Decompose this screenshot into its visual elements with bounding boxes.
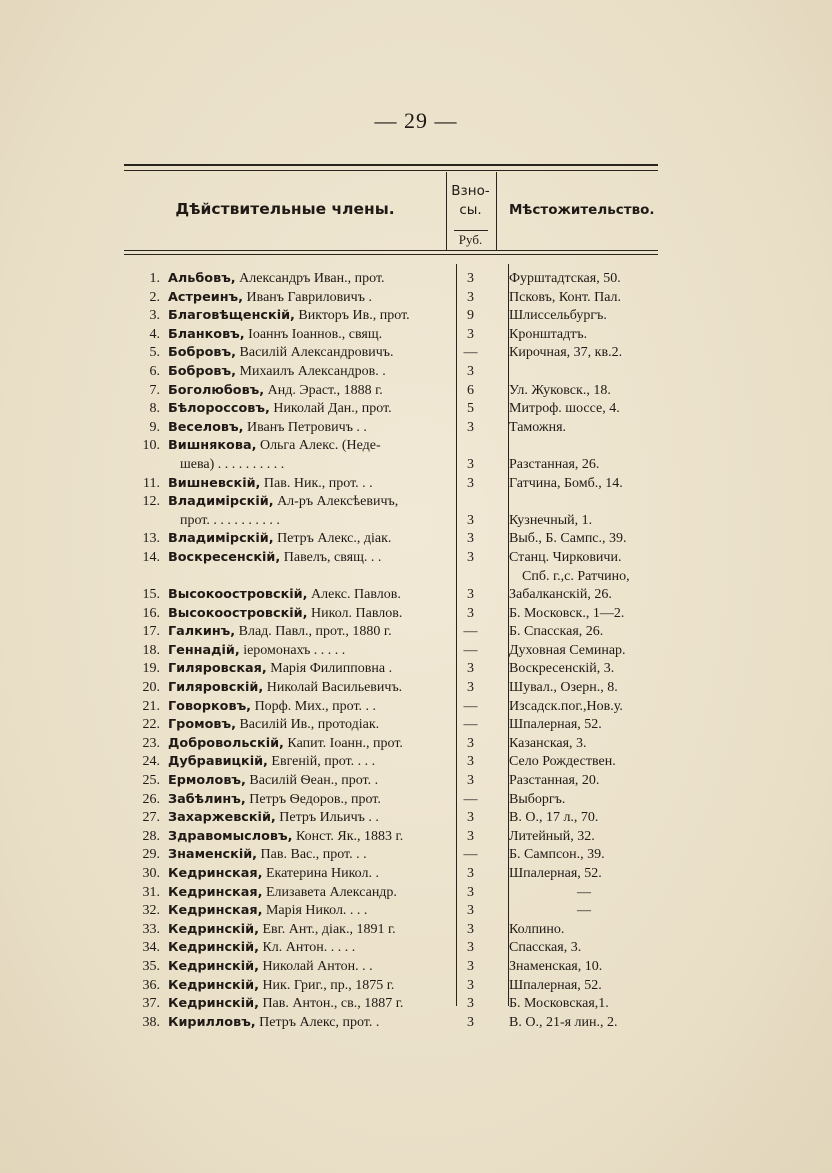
member-details: Ольга Алекс. (Неде-: [256, 438, 381, 454]
row-number: 17.: [142, 624, 160, 640]
member-details: Павелъ, свящ. . .: [280, 549, 382, 565]
member-details: Елизавета Александр.: [262, 884, 397, 900]
member-surname: Кедринская,: [168, 884, 263, 900]
row-number: 12.: [142, 494, 160, 510]
header-dues-unit: Руб.: [458, 232, 483, 247]
member-dues: 6: [467, 382, 474, 398]
member-dues: 3: [467, 866, 474, 881]
member-name: [168, 772, 446, 791]
member-name: [168, 475, 446, 494]
member-name: [168, 605, 446, 624]
member-residence: Шпалерная, 52.: [509, 866, 602, 881]
member-residence: Воскресенскій, 3.: [509, 661, 615, 677]
member-dues: —: [463, 642, 478, 658]
table-row: [124, 326, 684, 345]
header-dues: [446, 182, 495, 220]
member-dues: 3: [467, 680, 474, 696]
row-number: 4.: [149, 326, 160, 342]
member-dues: 3: [467, 419, 474, 435]
member-residence: —: [577, 884, 591, 900]
member-details: Василій Александровичъ.: [236, 345, 394, 361]
member-details: Никол. Павлов.: [307, 605, 403, 621]
member-dues: 3: [467, 326, 474, 342]
member-dues: 3: [467, 289, 474, 305]
member-details: Василій Ѳеан., прот. .: [245, 773, 379, 789]
member-residence: Спасская, 3.: [509, 940, 582, 956]
member-name: [168, 753, 446, 772]
member-surname: Дубравицкій,: [168, 754, 268, 770]
member-residence: Разстанная, 20.: [509, 773, 600, 789]
member-details: Петръ Ильичъ . .: [275, 810, 379, 826]
member-details: Николай Васильевичъ.: [263, 680, 403, 696]
member-surname: Вишнякова,: [168, 438, 257, 454]
row-number: 18.: [142, 642, 160, 658]
member-dues: 3: [467, 977, 474, 993]
member-residence: Гатчина, Бомб., 14.: [509, 475, 623, 491]
page-number: — 29 —: [374, 108, 458, 133]
row-number: 36.: [142, 977, 160, 993]
member-dues: 3: [467, 884, 474, 900]
member-dues: 3: [467, 996, 474, 1012]
member-residence: —: [577, 903, 591, 919]
member-residence: Станц. Чирковичи.: [509, 549, 622, 565]
row-number: 5.: [149, 345, 160, 361]
table-header: [124, 172, 658, 248]
table-row: [124, 679, 684, 698]
member-residence: Псковъ, Конт. Пал.: [509, 289, 622, 305]
member-details: Иванъ Гавриловичъ .: [243, 289, 372, 305]
table-row: [124, 735, 684, 754]
member-dues: 3: [467, 958, 474, 974]
member-name: [168, 549, 446, 568]
member-name: [168, 921, 446, 940]
table-row: [124, 642, 684, 661]
member-details: Марія Филипповна .: [266, 661, 393, 677]
row-number: 3.: [149, 308, 160, 324]
member-residence: Шувал., Озерн., 8.: [509, 680, 618, 696]
member-details: Петръ Алекс, прот. .: [255, 1014, 380, 1030]
table-row: [124, 419, 684, 438]
row-number: 14.: [142, 549, 160, 565]
header-unit-rule: [454, 230, 488, 231]
member-dues: 3: [467, 810, 474, 826]
member-surname: Кирилловъ,: [168, 1014, 256, 1030]
member-dues: 3: [467, 735, 474, 751]
member-details: Викторъ Ив., прот.: [294, 308, 410, 324]
table-row: [124, 437, 684, 456]
member-details: Капит. Іоанн., прот.: [283, 735, 403, 751]
member-surname: Кедринскій,: [168, 977, 259, 993]
table-row: [124, 865, 684, 884]
member-residence: Изсадск.пог.,Нов.у.: [509, 698, 623, 714]
member-residence: Шпалерная, 52.: [509, 717, 602, 733]
member-details: Иванъ Петровичъ . .: [243, 419, 367, 435]
member-dues: 3: [467, 456, 474, 472]
row-number: 10.: [142, 438, 160, 454]
row-number: 29.: [142, 847, 160, 863]
member-surname: Громовъ,: [168, 717, 236, 733]
row-number: 19.: [142, 661, 160, 677]
member-name: [168, 642, 446, 661]
table-row: [124, 791, 684, 810]
row-number: 31.: [142, 884, 160, 900]
member-details: Конст. Як., 1883 г.: [292, 828, 404, 844]
member-residence: Фурштадтская, 50.: [509, 271, 621, 286]
member-dues: 3: [467, 754, 474, 770]
member-name: [168, 400, 446, 419]
member-details: Кл. Антон. . . . .: [258, 940, 356, 956]
member-dues: —: [463, 847, 478, 863]
member-surname: Кедринская,: [168, 903, 263, 919]
table-row: [124, 939, 684, 958]
member-surname: Добровольскій,: [168, 735, 284, 751]
member-dues: 3: [467, 661, 474, 677]
member-details: Пав. Вас., прот. . .: [257, 847, 367, 863]
member-surname: Геннадій,: [168, 642, 240, 658]
row-number: 7.: [149, 382, 160, 398]
member-surname: Гиляровскій,: [168, 680, 264, 696]
member-details: Николай Дан., прот.: [269, 401, 392, 417]
table-row: [124, 772, 684, 791]
member-residence: Литейный, 32.: [509, 828, 595, 844]
member-surname: Бобровъ,: [168, 363, 237, 379]
member-name: [168, 270, 446, 289]
member-details: Пав. Антон., св., 1887 г.: [258, 996, 404, 1012]
table-row: [124, 493, 684, 512]
member-name: [168, 865, 446, 884]
member-dues: 3: [467, 903, 474, 919]
member-name: [168, 698, 446, 717]
member-surname: Кедринскій,: [168, 921, 259, 937]
member-surname: Ермоловъ,: [168, 773, 246, 789]
header-bottom-rule-1: [124, 250, 658, 251]
member-residence: Б. Спасская, 26.: [509, 624, 604, 640]
member-surname: Гиляровская,: [168, 661, 267, 677]
member-dues: 9: [467, 308, 474, 324]
table-row: [124, 475, 684, 494]
member-dues: 3: [467, 587, 474, 603]
member-surname: Бѣлороссовъ,: [168, 401, 270, 417]
table-row: [124, 568, 684, 587]
member-surname: Альбовъ,: [168, 271, 236, 286]
member-surname: Знаменскій,: [168, 847, 258, 863]
member-details: іеромонахъ . . . . .: [239, 642, 346, 658]
member-name: [168, 679, 446, 698]
member-name: [180, 456, 458, 475]
member-dues: 3: [467, 475, 474, 491]
table-row: [124, 995, 684, 1014]
row-number: 28.: [142, 828, 160, 844]
member-name: [168, 437, 446, 456]
member-surname: Вишневскій,: [168, 475, 261, 491]
members-table: [124, 270, 684, 1032]
member-dues: 5: [467, 401, 474, 417]
member-dues: —: [463, 624, 478, 640]
row-number: 9.: [149, 419, 160, 435]
row-number: 22.: [142, 717, 160, 733]
member-dues: 3: [467, 828, 474, 844]
header-members: Дѣйствительные члены.: [175, 200, 395, 218]
row-number: 38.: [142, 1014, 160, 1030]
member-residence: Выб., Б. Сампс., 39.: [509, 531, 627, 547]
header-residence: Мѣстожительство.: [509, 202, 655, 218]
member-name: [168, 530, 446, 549]
member-details: Николай Антон. . .: [258, 958, 373, 974]
table-row: [124, 344, 684, 363]
member-details: Петръ Алекс., діак.: [273, 531, 392, 547]
member-residence: Выборгъ.: [509, 791, 566, 807]
row-number: 15.: [142, 587, 160, 603]
header-dues-line1: Взно-: [451, 183, 490, 199]
member-surname: Воскресенскій,: [168, 549, 281, 565]
row-number: 11.: [143, 475, 160, 491]
table-row: [124, 307, 684, 326]
table-row: [124, 828, 684, 847]
top-rule-thin: [124, 170, 658, 171]
header-dues-line2: сы.: [459, 202, 482, 218]
member-dues: 3: [467, 531, 474, 547]
member-details: шева) . . . . . . . . . .: [180, 456, 285, 472]
member-surname: Высокоостровскій,: [168, 587, 308, 603]
member-details: Ник. Григ., пр., 1875 г.: [258, 977, 395, 993]
member-name: [168, 828, 446, 847]
member-name: [168, 884, 446, 903]
table-row: [124, 605, 684, 624]
member-name: [168, 791, 446, 810]
member-name: [168, 419, 446, 438]
member-residence: Ул. Жуковск., 18.: [509, 382, 611, 398]
row-number: 16.: [142, 605, 160, 621]
member-dues: 3: [467, 363, 474, 379]
row-number: 23.: [142, 735, 160, 751]
member-name: [168, 623, 446, 642]
column-rule-left: [446, 172, 447, 250]
member-name: [168, 977, 446, 996]
member-name: [168, 958, 446, 977]
member-details: Влад. Павл., прот., 1880 г.: [235, 624, 392, 640]
member-details: Порф. Мих., прот. . .: [251, 698, 377, 714]
row-number: 33.: [142, 921, 160, 937]
member-dues: —: [463, 345, 478, 361]
table-row: [124, 270, 684, 289]
member-details: Екатерина Никол. .: [262, 866, 379, 881]
member-residence: В. О., 17 л., 70.: [509, 810, 599, 826]
member-residence: Таможня.: [509, 419, 567, 435]
table-row: [124, 753, 684, 772]
member-details: Михаилъ Александров. .: [236, 363, 386, 379]
member-name: [168, 809, 446, 828]
member-surname: Говорковъ,: [168, 698, 252, 714]
member-dues: 3: [467, 921, 474, 937]
member-name: [168, 939, 446, 958]
member-surname: Боголюбовъ,: [168, 382, 265, 398]
member-residence: Шлиссельбургъ.: [509, 308, 607, 324]
member-details: Анд. Эраст., 1888 г.: [264, 382, 383, 398]
row-number: 37.: [142, 996, 160, 1012]
member-dues: 3: [467, 773, 474, 789]
member-residence: Кузнечный, 1.: [509, 512, 593, 528]
member-residence: Духовная Семинар.: [509, 642, 626, 658]
member-surname: Кедринскій,: [168, 940, 259, 956]
table-row: [124, 623, 684, 642]
table-row: [124, 977, 684, 996]
member-residence: Знаменская, 10.: [509, 958, 603, 974]
member-name: [168, 1014, 446, 1033]
member-details: Марія Никол. . . .: [262, 903, 368, 919]
member-details: Василій Ив., протодіак.: [235, 717, 380, 733]
member-residence: Казанская, 3.: [509, 735, 587, 751]
table-row: [124, 512, 684, 531]
member-name: [168, 493, 446, 512]
member-residence: Село Рождествен.: [509, 754, 616, 770]
row-number: 32.: [142, 903, 160, 919]
member-residence: Кирочная, 37, кв.2.: [509, 345, 623, 361]
member-dues: —: [463, 717, 478, 733]
table-row: [124, 958, 684, 977]
member-residence: Забалканскій, 26.: [509, 587, 612, 603]
table-row: [124, 530, 684, 549]
member-dues: —: [463, 791, 478, 807]
member-name: [168, 326, 446, 345]
member-dues: —: [463, 698, 478, 714]
table-row: [124, 921, 684, 940]
table-row: [124, 846, 684, 865]
member-residence: Кронштадтъ.: [509, 326, 588, 342]
row-number: 35.: [142, 958, 160, 974]
member-name: [168, 289, 446, 308]
member-name: [168, 716, 446, 735]
row-number: 25.: [142, 773, 160, 789]
table-row: [124, 400, 684, 419]
member-details: Евг. Ант., діак., 1891 г.: [258, 921, 396, 937]
table-row: [124, 884, 684, 903]
member-residence: Митроф. шоссе, 4.: [509, 401, 620, 417]
row-number: 34.: [142, 940, 160, 956]
member-surname: Кедринская,: [168, 866, 263, 881]
row-number: 8.: [149, 401, 160, 417]
member-surname: Захаржевскій,: [168, 810, 276, 826]
member-details: Александръ Иван., прот.: [235, 271, 385, 286]
member-residence: Б. Московская,1.: [509, 996, 609, 1012]
member-residence: Шпалерная, 52.: [509, 977, 602, 993]
member-surname: Бобровъ,: [168, 345, 237, 361]
member-surname: Забѣлинъ,: [168, 791, 246, 807]
table-row: [124, 716, 684, 735]
member-dues: 3: [467, 605, 474, 621]
table-row: [124, 586, 684, 605]
member-residence: Б. Московск., 1—2.: [509, 605, 625, 621]
member-details: Ал-ръ Алексѣевичъ,: [273, 494, 399, 510]
row-number: 24.: [142, 754, 160, 770]
row-number: 26.: [142, 791, 160, 807]
member-surname: Владимірскій,: [168, 531, 274, 547]
row-number: 1.: [149, 271, 160, 286]
row-number: 2.: [149, 289, 160, 305]
table-row: [124, 1014, 684, 1033]
member-name: [168, 586, 446, 605]
row-number: 6.: [149, 363, 160, 379]
member-name: [168, 846, 446, 865]
member-details: Евгеній, прот. . . .: [267, 754, 376, 770]
table-row: [124, 363, 684, 382]
member-residence: В. О., 21-я лин., 2.: [509, 1014, 618, 1030]
table-row: [124, 382, 684, 401]
member-dues: 3: [467, 512, 474, 528]
member-residence: Разстанная, 26.: [509, 456, 600, 472]
member-details: Петръ Ѳедоров., прот.: [245, 791, 381, 807]
member-details: Алекс. Павлов.: [307, 587, 401, 603]
header-bottom-rule-2: [124, 254, 658, 255]
table-row: [124, 660, 684, 679]
row-number: 21.: [142, 698, 160, 714]
row-number: 13.: [142, 531, 160, 547]
row-number: 20.: [142, 680, 160, 696]
member-dues: 3: [467, 549, 474, 565]
member-surname: Благовѣщенскій,: [168, 308, 295, 324]
table-row: [124, 902, 684, 921]
member-name: [168, 735, 446, 754]
member-name: [168, 660, 446, 679]
table-row: [124, 698, 684, 717]
table-row: [124, 289, 684, 308]
member-surname: Владимірскій,: [168, 494, 274, 510]
table-row: [124, 809, 684, 828]
member-details: прот. . . . . . . . . . .: [180, 512, 280, 528]
member-surname: Высокоостровскій,: [168, 605, 308, 621]
member-dues: 3: [467, 1014, 474, 1030]
member-name: [168, 902, 446, 921]
top-rule-thick: [124, 164, 658, 166]
table-row: [124, 549, 684, 568]
member-residence: Б. Сампсон., 39.: [509, 847, 605, 863]
member-surname: Кедринскій,: [168, 996, 259, 1012]
member-name: [168, 307, 446, 326]
member-surname: Астреинъ,: [168, 289, 244, 305]
member-surname: Бланковъ,: [168, 326, 245, 342]
member-name: [168, 382, 446, 401]
member-surname: Кедринскій,: [168, 958, 259, 974]
member-dues: 3: [467, 271, 474, 286]
member-surname: Веселовъ,: [168, 419, 244, 435]
member-surname: Галкинъ,: [168, 624, 236, 640]
member-name: [168, 344, 446, 363]
row-number: 27.: [142, 810, 160, 826]
table-row: [124, 456, 684, 475]
member-dues: 3: [467, 940, 474, 956]
member-details: Іоаннъ Іоаннов., свящ.: [244, 326, 383, 342]
member-name: [180, 512, 458, 531]
member-name: [168, 363, 446, 382]
member-details: Пав. Ник., прот. . .: [260, 475, 373, 491]
member-name: [168, 995, 446, 1014]
member-surname: Здравомысловъ,: [168, 828, 293, 844]
column-rule-right: [496, 172, 497, 250]
member-residence: Колпино.: [509, 921, 565, 937]
member-residence: Спб. г.,с. Ратчино,: [522, 568, 630, 584]
row-number: 30.: [142, 866, 160, 881]
